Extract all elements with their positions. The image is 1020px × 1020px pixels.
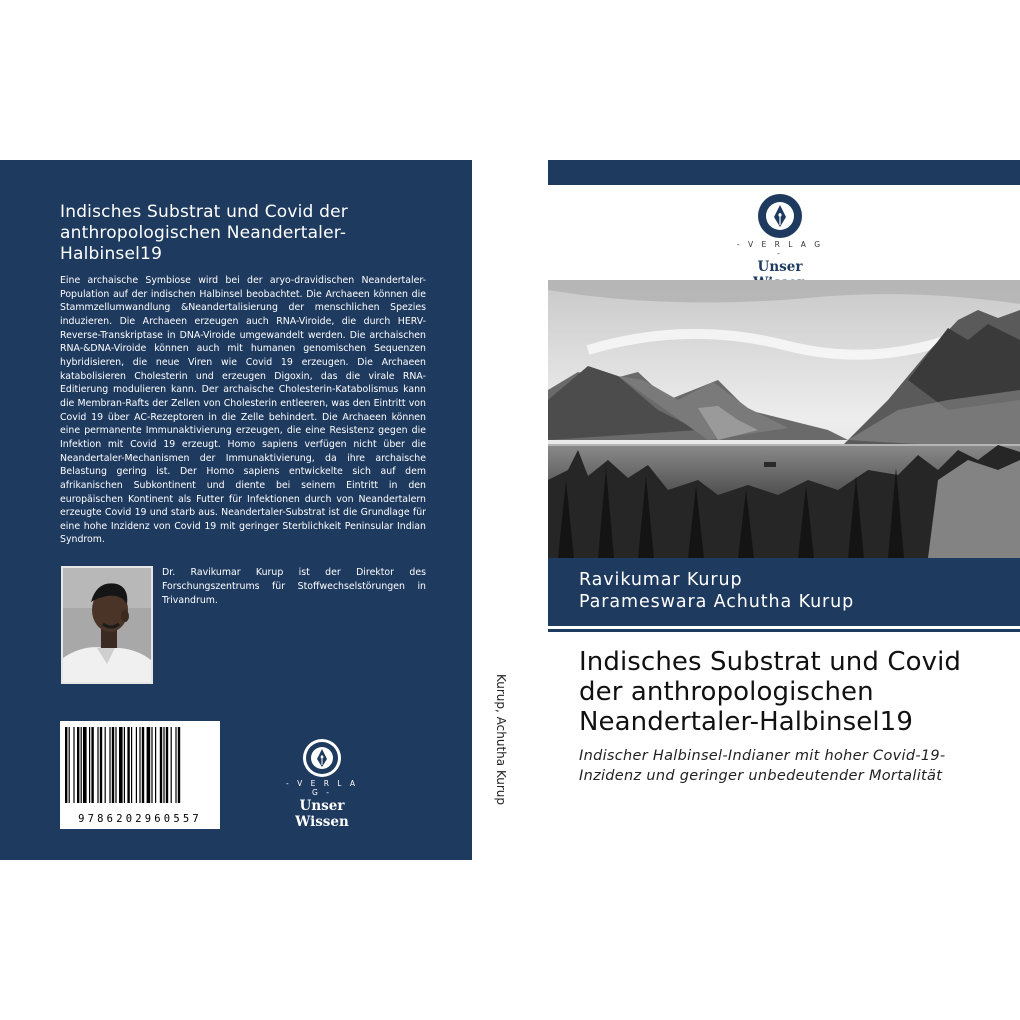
front-cover-subtitle: Indischer Halbinsel-Indianer mit hoher Covid-19-Inzidenz und geringer unbedeutender Mortalität: [579, 748, 946, 784]
mountain-lake-photo: [548, 280, 1020, 558]
author-bio: Dr. Ravikumar Kurup ist der Direktor des Forschungszentrums für Stoffwechselstörungen in Trivandrum.: [162, 567, 426, 606]
author-band: [548, 558, 1020, 626]
barcode-bars: [60, 721, 220, 809]
barcode: [60, 721, 220, 829]
front-divider: [548, 629, 1020, 632]
spine-text: Kurup, Achutha Kurup: [494, 674, 508, 805]
pen-nib-logo-icon: [302, 738, 342, 778]
back-cover: [0, 160, 472, 860]
publisher-logo-back: [280, 738, 364, 830]
pen-nib-logo-icon: [757, 193, 803, 239]
logo-publisher-name: Unser: [757, 259, 803, 275]
logo-verlag-text: - V E R L A G -: [285, 779, 359, 797]
front-top-band: [548, 160, 1020, 185]
logo-verlag-text: - V E R L A G -: [736, 240, 824, 258]
barcode-digits: 9786202960557: [78, 813, 202, 825]
author-name-1: Ravikumar Kurup: [579, 570, 743, 590]
back-cover-blurb: Eine archaische Symbiose wird bei der aryo-dravidischen Neandertaler-Population auf der indischen Halbinsel beobachtet. Die Archaeen können die Stammzellumwandlung &Neandertalisierung der menschlichen Spezies induzieren. Die Archaeen erzeugen auch RNA-Viroide, die durch HERV-Reverse-Transkriptase in DNA-Viroide umgewandelt werden. Die archaischen RNA-&DNA-Viroide können auch mit humanen genomischen Sequenzen hybridisieren, die neue Viren wie Covid 19 erzeugen. Die Archaeen katabolisieren Cholesterin und erzeugen Digoxin, das die virale RNA-Editierung modulieren kann. Der archaische Cholesterin-Katabolismus kann die Membran-Rafts der Zellen von Cholesterin entleeren, was den Eintritt von Covid 19 über AC-Rezeptoren in die Zelle behindert. Die Archaeen können eine permanente Immunaktivierung erzeugen, die eine Resistenz gegen die Infektion mit Covid 19 erzeugt. Homo sapiens verfügen nicht über die Neandertaler-Mechanismen der Immunaktivierung, da ihre archaische Belastung gering ist. Der Homo sapiens entwickelte sich auf dem afrikanischen Subkontinent und diente bei seinem Eintritt in den europäischen Kontinent als Futter für Infektionen durch von Neandertalern erzeugte Covid 19 und starb aus. Neandertaler-Substrat ist die Grundlage für eine hohe Inzidenz von Covid 19 mit geringer Sterblichkeit Peninsular Indian Syndrom.: [60, 275, 426, 546]
back-cover-title: Indisches Substrat und Covid der anthropologischen Neandertaler-Halbinsel19: [60, 202, 348, 264]
publisher-logo-front: [735, 193, 825, 291]
logo-publisher-name: Unser Wissen: [295, 798, 349, 830]
front-cover-title: Indisches Substrat und Covid der anthropologischen Neandertaler-Halbinsel19: [579, 647, 962, 737]
author-photo: [61, 566, 153, 684]
author-name-2: Parameswara Achutha Kurup: [579, 592, 855, 612]
